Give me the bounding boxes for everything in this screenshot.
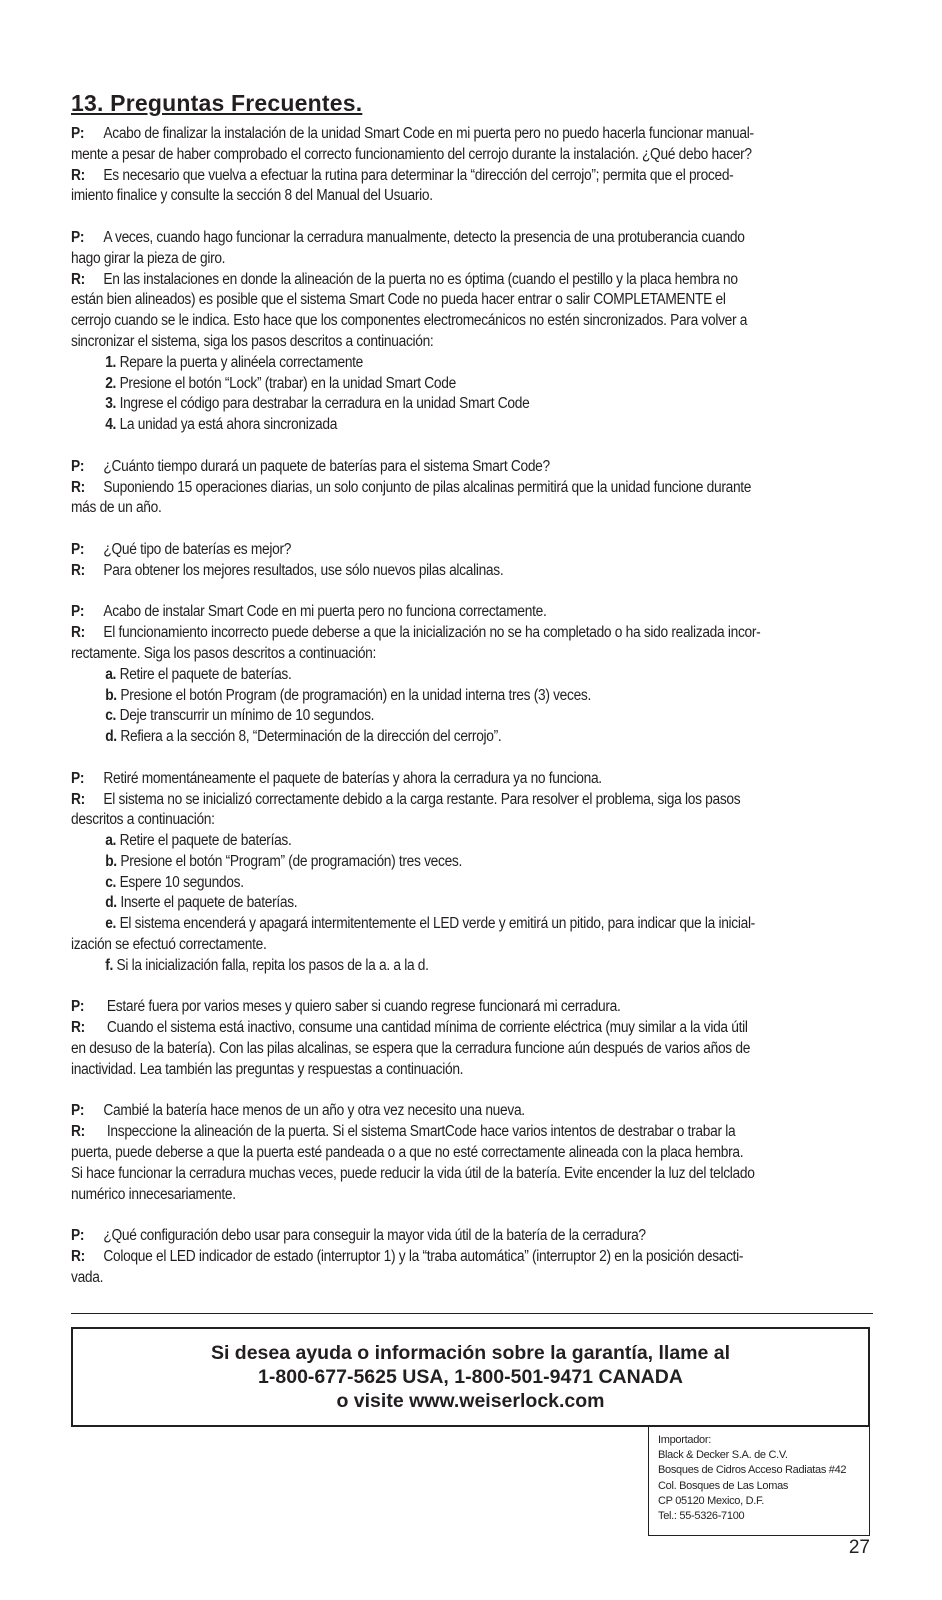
step-text: La unidad ya está ahora sincronizada: [116, 416, 338, 434]
answer-text-continued: cerrojo cuando se le indica. Esto hace que los componentes electromecánicos no estén sincronizados. Para volver a: [71, 312, 748, 330]
step-text: Presione el botón “Program” (de programación) tres veces.: [116, 852, 463, 870]
step-item: [71, 852, 870, 873]
question-line: [71, 769, 870, 790]
question-label: P:: [71, 540, 85, 558]
step-item: [71, 353, 870, 374]
faq-item: [71, 769, 870, 977]
importer-line: Col. Bosques de Las Lomas: [658, 1479, 789, 1492]
answer-text: En las instalaciones en donde la alineación de la puerta no es óptima (cuando el pestillo y la placa hembra no: [103, 270, 738, 288]
step-item: [71, 394, 870, 415]
faq-item: [71, 228, 870, 436]
step-item: [71, 914, 870, 935]
answer-text-continued: Si hace funcionar la cerradura muchas veces, puede reducir la vida útil de la batería. Evite encender la luz del telclado: [71, 1164, 755, 1182]
step-marker: 4.: [105, 416, 117, 434]
answer-text-continued: vada.: [71, 1268, 104, 1286]
answer-line: [71, 478, 870, 499]
step-text: Repare la puerta y alinéela correctamente: [116, 353, 364, 371]
step-item: [71, 831, 870, 852]
step-text: Retire el paquete de baterías.: [116, 832, 292, 850]
answer-label: R:: [71, 561, 85, 579]
faq-item: [71, 1101, 870, 1205]
answer-text: Para obtener los mejores resultados, use sólo nuevos pilas alcalinas.: [103, 561, 504, 579]
step-text: Deje transcurrir un mínimo de 10 segundos.: [116, 707, 375, 725]
question-text: Retiré momentáneamente el paquete de baterías y ahora la cerradura ya no funciona.: [103, 769, 602, 787]
divider: [71, 1313, 873, 1314]
faq-item: [71, 457, 870, 519]
step-marker: d.: [105, 728, 117, 746]
importer-line: CP 05120 Mexico, D.F.: [658, 1494, 764, 1507]
answer-text: Cuando el sistema está inactivo, consume una cantidad mínima de corriente eléctrica (muy similar a la vida útil: [103, 1019, 748, 1037]
question-text: Acabo de instalar Smart Code en mi puerta pero no funciona correctamente.: [103, 603, 547, 621]
question-label: P:: [71, 603, 85, 621]
step-text-continued: ización se efectuó correctamente.: [71, 936, 267, 954]
page-content: [71, 90, 871, 1309]
step-marker: a.: [105, 665, 117, 683]
step-item: [71, 665, 870, 686]
help-website: o visite www.weiserlock.com: [336, 1390, 605, 1412]
answer-text-continued: puerta, puede deberse a que la puerta esté pandeada o a que no esté correctamente alineada con la placa hembra.: [71, 1144, 744, 1162]
page-title: 13. Preguntas Frecuentes.: [71, 90, 363, 116]
step-text: Retire el paquete de baterías.: [116, 665, 292, 683]
question-text: Cambié la batería hace menos de un año y otra vez necesito una nueva.: [103, 1102, 525, 1120]
answer-text-continued: imiento finalice y consulte la sección 8 del Manual del Usuario.: [71, 187, 433, 205]
help-phone-numbers: 1-800-677-5625 USA, 1-800-501-9471 CANADA: [258, 1366, 683, 1388]
question-text: Estaré fuera por varios meses y quiero saber si cuando regrese funcionará mi cerradura.: [103, 998, 621, 1016]
step-item: [71, 706, 870, 727]
importer-box: [648, 1426, 870, 1536]
step-marker: b.: [105, 852, 117, 870]
step-item: [71, 893, 870, 914]
answer-label: R:: [71, 478, 85, 496]
step-marker: 3.: [105, 395, 117, 413]
answer-text: El funcionamiento incorrecto puede deberse a que la inicialización no se ha completado o ha sido realizada incor-: [103, 624, 761, 642]
question-line: [71, 228, 870, 249]
answer-line: [71, 270, 870, 291]
page-number: 27: [848, 1537, 870, 1558]
question-label: P:: [71, 769, 85, 787]
importer-line: Bosques de Cidros Acceso Radiatas #42: [658, 1464, 847, 1477]
answer-text-continued: rectamente. Siga los pasos descritos a continuación:: [71, 644, 377, 662]
answer-line: [71, 166, 870, 187]
answer-text-continued: están bien alineados) es posible que el sistema Smart Code no pueda hacer entrar o salir COMPLETAMENTE el: [71, 291, 726, 309]
question-label: P:: [71, 125, 85, 142]
answer-label: R:: [71, 624, 85, 642]
question-text: Acabo de finalizar la instalación de la unidad Smart Code en mi puerta pero no puedo hacerla funcionar manual-: [103, 125, 754, 142]
faq-item: [71, 540, 870, 582]
question-label: P:: [71, 998, 85, 1016]
answer-line: [71, 1122, 870, 1143]
answer-line: [71, 1247, 870, 1268]
step-item: [71, 415, 870, 436]
question-label: P:: [71, 457, 85, 475]
answer-line: [71, 623, 870, 644]
step-marker: e.: [105, 915, 117, 933]
step-text: Ingrese el código para destrabar la cerradura en la unidad Smart Code: [116, 395, 530, 413]
step-text: Espere 10 segundos.: [116, 873, 244, 891]
question-line: [71, 602, 870, 623]
answer-text: El sistema no se inicializó correctamente debido a la carga restante. Para resolver el problema, siga los pasos: [103, 790, 741, 808]
question-label: P:: [71, 1227, 85, 1245]
step-marker: b.: [105, 686, 117, 704]
step-marker: f.: [105, 956, 113, 974]
faq-item: [71, 602, 870, 748]
answer-label: R:: [71, 166, 85, 184]
step-item: [71, 374, 870, 395]
faq-item: [71, 997, 870, 1080]
question-text: ¿Cuánto tiempo durará un paquete de baterías para el sistema Smart Code?: [103, 457, 550, 475]
answer-text-continued: sincronizar el sistema, siga los pasos descritos a continuación:: [71, 332, 434, 350]
step-marker: 1.: [105, 353, 117, 371]
answer-label: R:: [71, 270, 85, 288]
answer-line: [71, 1018, 870, 1039]
answer-text-continued: en desuso de la batería). Con las pilas alcalinas, se espera que la cerradura funcione aún después de varios años de: [71, 1040, 751, 1058]
question-line: [71, 1101, 870, 1122]
answer-label: R:: [71, 1123, 85, 1141]
answer-text: Inspeccione la alineación de la puerta. Si el sistema SmartCode hace varios intentos de destrabar o trabar la: [103, 1123, 736, 1141]
step-marker: d.: [105, 894, 117, 912]
step-item: [71, 727, 870, 748]
importer-line: Importador:: [658, 1434, 711, 1446]
answer-text-continued: más de un año.: [71, 499, 162, 517]
answer-label: R:: [71, 1248, 85, 1266]
answer-label: R:: [71, 1019, 85, 1037]
importer-line: Black & Decker S.A. de C.V.: [658, 1449, 788, 1462]
faq-list: [71, 124, 870, 1289]
step-text: Refiera a la sección 8, “Determinación de la dirección del cerrojo”.: [116, 728, 502, 746]
answer-text: Coloque el LED indicador de estado (interruptor 1) y la “traba automática” (interruptor 2) en la posición desacti-: [103, 1248, 744, 1266]
answer-text: Suponiendo 15 operaciones diarias, un solo conjunto de pilas alcalinas permitirá que la unidad funcione durante: [103, 478, 752, 496]
question-label: P:: [71, 228, 85, 246]
question-text: ¿Qué configuración debo usar para conseguir la mayor vida útil de la batería de la cerradura?: [103, 1227, 646, 1245]
step-item: [71, 873, 870, 894]
answer-text: Es necesario que vuelva a efectuar la rutina para determinar la “dirección del cerrojo”; permita que el proced-: [103, 166, 734, 184]
question-line: [71, 997, 870, 1018]
step-marker: c.: [105, 707, 117, 725]
question-line: [71, 1226, 870, 1247]
question-line: [71, 124, 870, 145]
faq-item: [71, 124, 870, 207]
answer-text-continued: inactividad. Lea también las preguntas y respuestas a continuación.: [71, 1060, 464, 1078]
help-box: [71, 1327, 870, 1427]
step-item: [71, 956, 870, 977]
answer-text-continued: descritos a continuación:: [71, 811, 215, 829]
step-marker: a.: [105, 832, 117, 850]
step-text: Presione el botón “Lock” (trabar) en la unidad Smart Code: [116, 374, 456, 392]
step-text: Si la inicialización falla, repita los pasos de la a. a la d.: [112, 956, 429, 974]
question-label: P:: [71, 1102, 85, 1120]
importer-line: Tel.: 55-5326-7100: [658, 1510, 745, 1523]
help-line-1: Si desea ayuda o información sobre la garantía, llame al: [210, 1342, 731, 1364]
answer-line: [71, 790, 870, 811]
question-line: [71, 540, 870, 561]
answer-label: R:: [71, 790, 85, 808]
answer-line: [71, 561, 870, 582]
step-marker: c.: [105, 873, 117, 891]
question-text-continued: mente a pesar de haber comprobado el correcto funcionamiento del cerrojo durante la instalación. ¿Qué debo hacer?: [71, 145, 752, 163]
step-text: Inserte el paquete de baterías.: [116, 894, 298, 912]
step-text: Presione el botón Program (de programación) en la unidad interna tres (3) veces.: [116, 686, 592, 704]
answer-text-continued: numérico innecesariamente.: [71, 1185, 236, 1203]
step-marker: 2.: [105, 374, 117, 392]
step-item: [71, 686, 870, 707]
question-line: [71, 457, 870, 478]
faq-item: [71, 1226, 870, 1288]
step-text: El sistema encenderá y apagará intermitentemente el LED verde y emitirá un pitido, para indicar que la inicial-: [116, 915, 755, 933]
question-text: A veces, cuando hago funcionar la cerradura manualmente, detecto la presencia de una protuberancia cuando: [103, 228, 745, 246]
question-text-continued: hago girar la pieza de giro.: [71, 249, 226, 267]
question-text: ¿Qué tipo de baterías es mejor?: [103, 540, 292, 558]
